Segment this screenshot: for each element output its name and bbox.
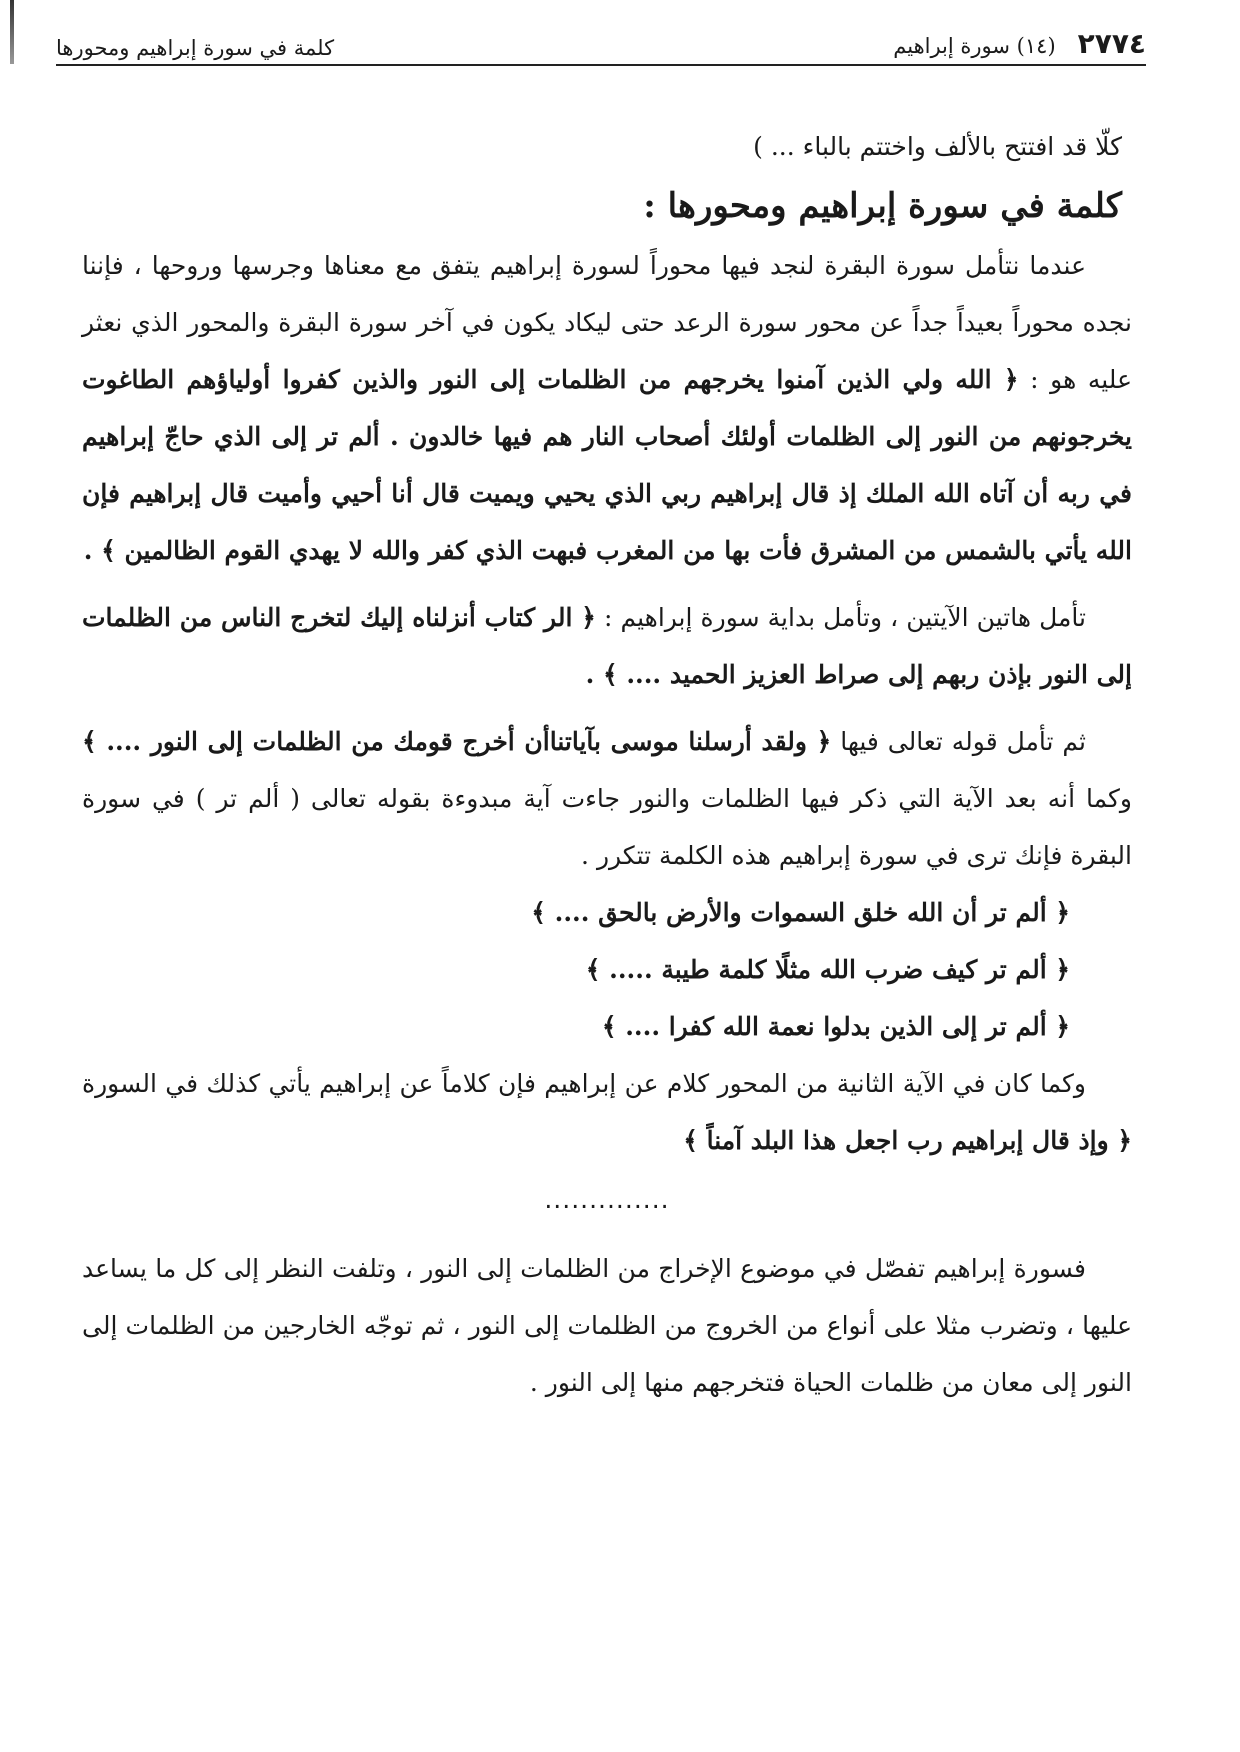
- page-body: [82, 118, 1132, 1411]
- continuation-line: كلّا قد افتتح بالألف واختتم بالباء ... ): [753, 132, 1122, 161]
- spacer: [82, 579, 1132, 589]
- scan-edge-mark: [10, 0, 14, 64]
- section-heading: كلمة في سورة إبراهيم ومحورها :: [643, 186, 1122, 226]
- paragraph-4-quote: ﴿ وإذ قال إبراهيم رب اجعل هذا البلد آمناً ﴾: [683, 1126, 1132, 1155]
- paragraph-1-quote: ﴿ الله ولي الذين آمنوا يخرجهم من الظلمات إلى النور والذين كفروا أولياؤهم الطاغوت يخرجونهم من النور إلى الظلمات أولئك أصحاب النار هم فيها خالدون . ألم تر إلى الذي حاجّ إبراهيم في ربه أن آتاه الله الملك إذ قال إبراهيم ربي الذي يحيي ويميت قال أنا أحيي وأميت قال إبراهيم فإن الله يأتي بالشمس من المشرق فأت بها من المغرب فبهت الذي كفر والله لا يهدي القوم الظالمين ﴾ .: [82, 365, 1132, 565]
- paragraph-5: فسورة إبراهيم تفصّل في موضوع الإخراج من الظلمات إلى النور ، وتلفت النظر إلى كل ما يساعد عليها ، وتضرب مثلا على أنواع من الخروج من الظلمات إلى النور ، ثم توجّه الخارجين من الظلمات إلى النور إلى معان من ظلمات الحياة فتخرجهم منها إلى النور .: [82, 1254, 1132, 1397]
- surah-label: (١٤) سورة إبراهيم: [893, 34, 1056, 58]
- quote-line-1: ﴿ ألم تر أن الله خلق السموات والأرض بالحق .... ﴾: [531, 898, 1070, 927]
- paragraph-4: [82, 1055, 1132, 1169]
- spacer: [82, 703, 1132, 713]
- paragraph-3-quote: ﴿ ولقد أرسلنا موسى بآياتناأن أخرج قومك من الظلمات إلى النور .... ﴾: [82, 727, 832, 756]
- paragraph-2-quote: ﴿ الر كتاب أنزلناه إليك لتخرج الناس من الظلمات إلى النور بإذن ربهم إلى صراط العزيز الحميد .... ﴾ .: [82, 603, 1132, 689]
- paragraph-1: [82, 237, 1132, 579]
- section-separator: ..............: [544, 1185, 670, 1214]
- paragraph-2: [82, 589, 1132, 703]
- page-number: ٢٧٧٤: [1077, 27, 1146, 60]
- paragraph-4-text: وكما كان في الآية الثانية من المحور كلام عن إبراهيم فإن كلاماً عن إبراهيم يأتي كذلك في السورة: [82, 1069, 1086, 1098]
- paragraph-1-text: عندما نتأمل سورة البقرة لنجد فيها محوراً لسورة إبراهيم يتفق مع معناها وجرسها وروحها ، فإننا نجده محوراً بعيداً جداً عن محور سورة الرعد حتى ليكاد يكون في آخر سورة البقرة والمحور الذي نعثر عليه هو :: [82, 251, 1132, 394]
- running-title: كلمة في سورة إبراهيم ومحورها: [56, 36, 335, 60]
- paragraph-3-text-b: وكما أنه بعد الآية التي ذكر فيها الظلمات والنور جاءت آية مبدوءة بقوله تعالى ( ألم تر ) في سورة البقرة فإنك ترى في سورة إبراهيم هذه الكلمة تتكرر .: [82, 784, 1132, 870]
- quote-line-2: ﴿ ألم تر كيف ضرب الله مثلًا كلمة طيبة ..... ﴾: [585, 955, 1070, 984]
- quote-line-3: ﴿ ألم تر إلى الذين بدلوا نعمة الله كفرا .... ﴾: [601, 1012, 1070, 1041]
- paragraph-3-text-a: ثم تأمل قوله تعالى فيها: [831, 727, 1086, 756]
- header-right-group: [893, 27, 1146, 60]
- paragraph-3: [82, 713, 1132, 884]
- page-header: [56, 22, 1146, 66]
- paragraph-2-text: تأمل هاتين الآيتين ، وتأمل بداية سورة إبراهيم :: [595, 603, 1086, 632]
